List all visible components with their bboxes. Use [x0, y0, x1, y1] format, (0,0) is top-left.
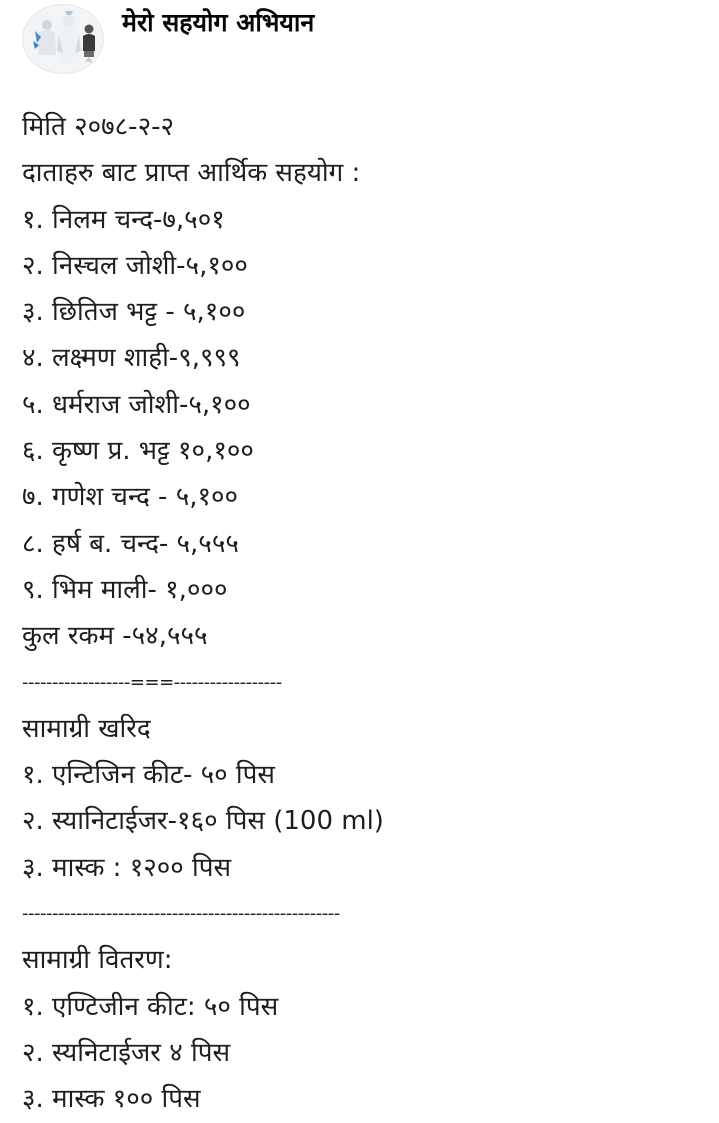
donation-item: ३. छितिज भट्ट - ५,१००: [22, 297, 246, 328]
ppe-workers-icon: [23, 5, 104, 74]
donation-item: ५. धर्मराज जोशी-५,१००: [22, 389, 251, 420]
purchase-item: ३. मास्क : १२०० पिस: [22, 852, 232, 883]
separator: -----------------------------------------------------: [22, 903, 340, 925]
donation-item: ७. गणेश चन्द - ५,१००: [22, 482, 239, 513]
distribution-item: १. एण्टिजीन कीट: ५० पिस: [22, 991, 279, 1022]
total-amount: कुल रकम -५४,५५५: [22, 621, 208, 652]
donations-heading: दाताहरु बाट प्राप्त आर्थिक सहयोग :: [22, 158, 361, 189]
donation-item: ८. हर्ष ब. चन्द- ५,५५५: [22, 528, 239, 559]
purchase-item: १. एन्टिजिन कीट- ५० पिस: [22, 760, 275, 791]
page-avatar[interactable]: [22, 4, 104, 74]
distribution-item: ३. मास्क १०० पिस: [22, 1084, 201, 1115]
purchase-item: २. स्यानिटाईजर-१६० पिस (100 ml): [22, 806, 384, 837]
donation-item: ९. भिम माली- १,०००: [22, 574, 228, 605]
post-body: [22, 104, 702, 1123]
distribution-heading: सामाग्री वितरण:: [22, 945, 173, 976]
page-name[interactable]: मेरो सहयोग अभियान: [122, 8, 315, 37]
donation-item: १. निलम चन्द-७,५०१: [22, 204, 225, 235]
donation-item: ६. कृष्ण प्र. भट्ट १०,१००: [22, 436, 254, 467]
post-date: मिति २०७८-२-२: [22, 112, 174, 142]
separator: ------------------===------------------: [22, 671, 282, 693]
donation-item: २. निस्चल जोशी-५,१००: [22, 250, 248, 281]
post-header: [22, 4, 314, 74]
donation-item: ४. लक्ष्मण शाही-९,९९९: [22, 343, 241, 374]
purchase-heading: सामाग्री खरिद: [22, 713, 151, 744]
distribution-item: २. स्यनिटाईजर ४ पिस: [22, 1037, 231, 1068]
